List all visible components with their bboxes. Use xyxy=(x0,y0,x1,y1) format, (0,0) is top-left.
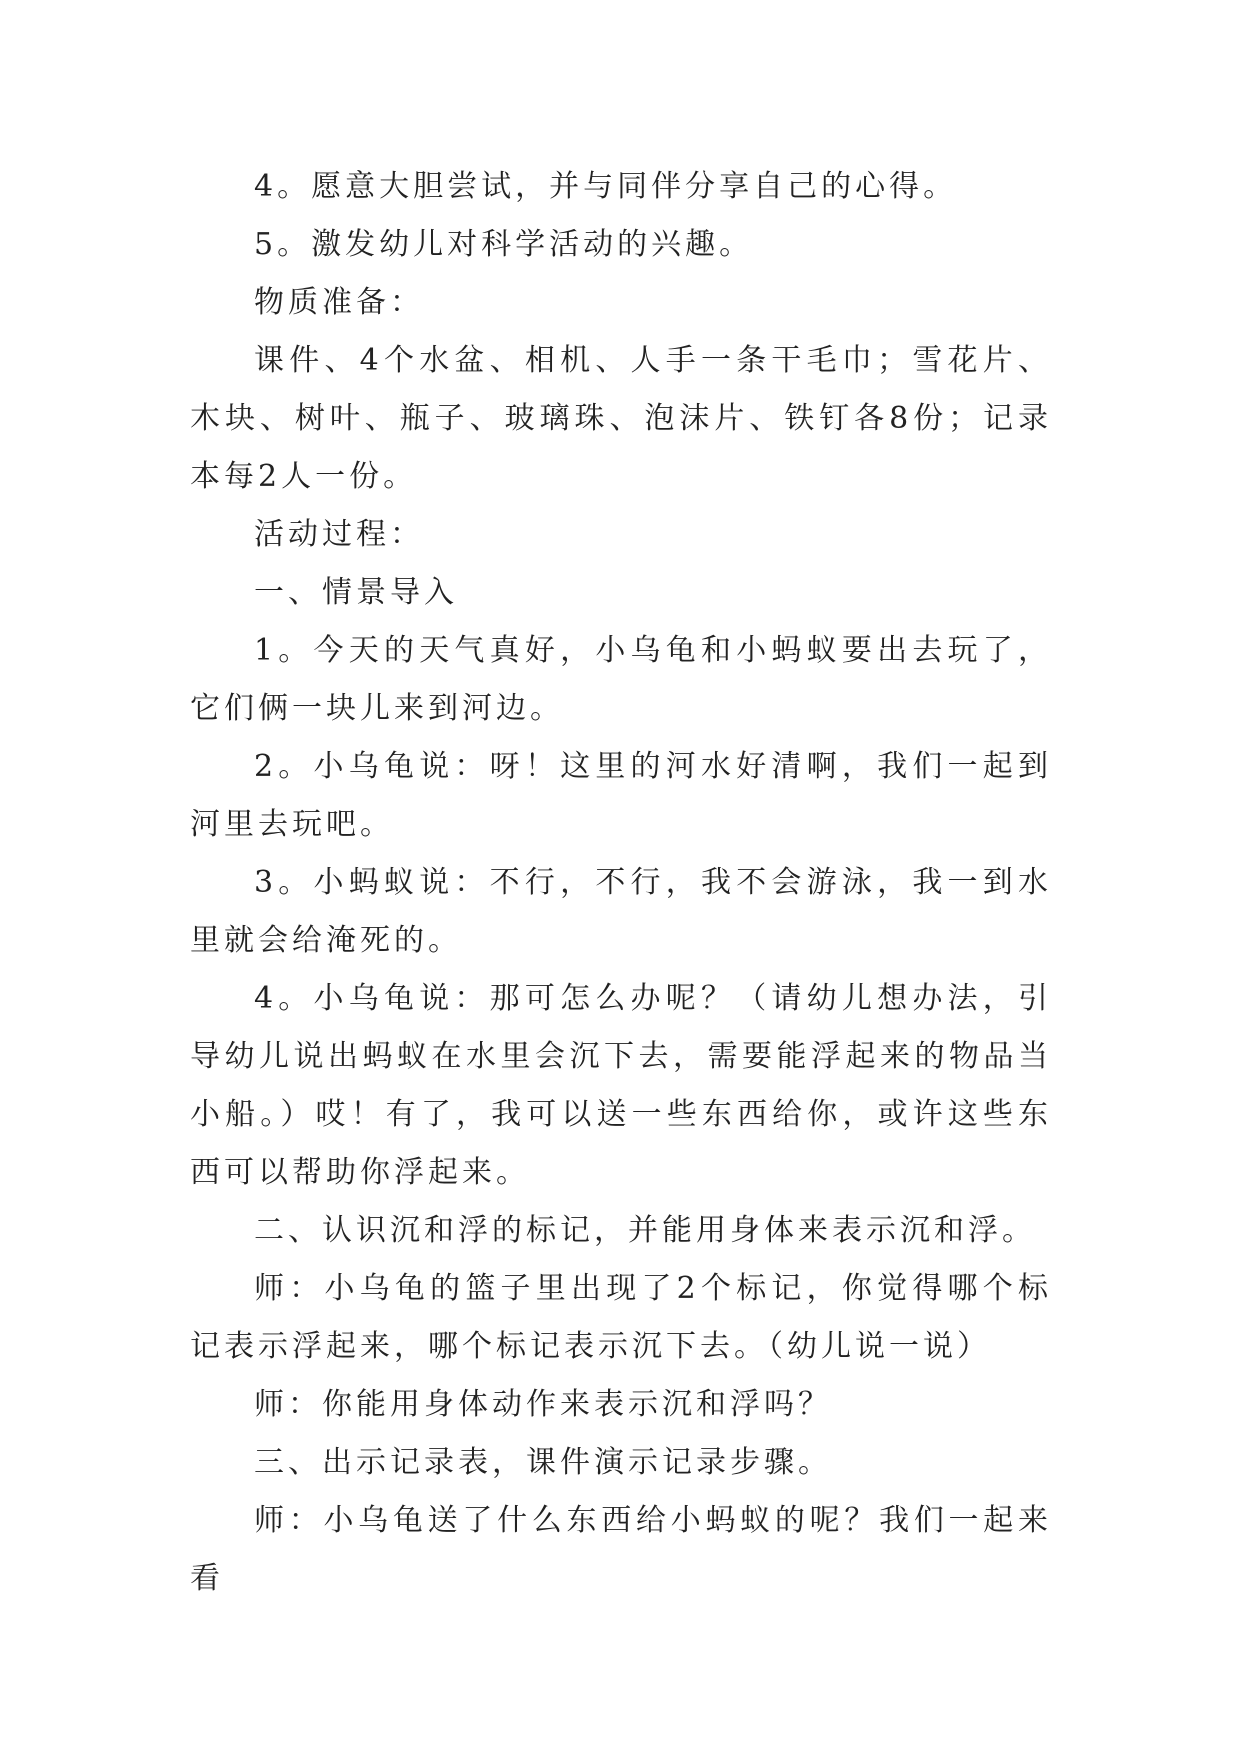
document-body xyxy=(190,158,1052,1608)
paragraph-teacher-1: 师：小乌龟的篮子里出现了2个标记，你觉得哪个标记表示浮起来，哪个标记表示沉下去。（幼儿说一说） xyxy=(190,1271,1052,1364)
heading-materials: 物质准备： xyxy=(254,285,424,320)
heading-section-1: 一、情景导入 xyxy=(254,575,458,610)
paragraph-step-3: 3。小蚂蚁说：不行，不行，我不会游泳，我一到水里就会给淹死的。 xyxy=(190,865,1052,958)
paragraph-goal-4: 4。愿意大胆尝试，并与同伴分享自己的心得。 xyxy=(254,169,958,204)
paragraph-teacher-2: 师：你能用身体动作来表示沉和浮吗？ xyxy=(254,1387,832,1422)
paragraph-teacher-3: 师：小乌龟送了什么东西给小蚂蚁的呢？我们一起来看 xyxy=(190,1503,1052,1596)
paragraph-step-1: 1。今天的天气真好，小乌龟和小蚂蚁要出去玩了，它们俩一块儿来到河边。 xyxy=(190,633,1052,726)
paragraph-step-4: 4。小乌龟说：那可怎么办呢？（请幼儿想办法，引导幼儿说出蚂蚁在水里会沉下去，需要能浮起来的物品当小船。）哎！有了，我可以送一些东西给你，或许这些东西可以帮助你浮起来。 xyxy=(190,981,1052,1190)
paragraph-goal-5: 5。激发幼儿对科学活动的兴趣。 xyxy=(254,227,754,262)
heading-activity-process: 活动过程： xyxy=(254,517,424,552)
paragraph-materials-list: 课件、4个水盆、相机、人手一条干毛巾；雪花片、木块、树叶、瓶子、玻璃珠、泡沫片、铁钉各8份；记录本每2人一份。 xyxy=(190,343,1052,494)
paragraph-step-2: 2。小乌龟说：呀！这里的河水好清啊，我们一起到河里去玩吧。 xyxy=(190,749,1052,842)
heading-section-3: 三、出示记录表，课件演示记录步骤。 xyxy=(254,1445,832,1480)
heading-section-2: 二、认识沉和浮的标记，并能用身体来表示沉和浮。 xyxy=(254,1213,1036,1248)
